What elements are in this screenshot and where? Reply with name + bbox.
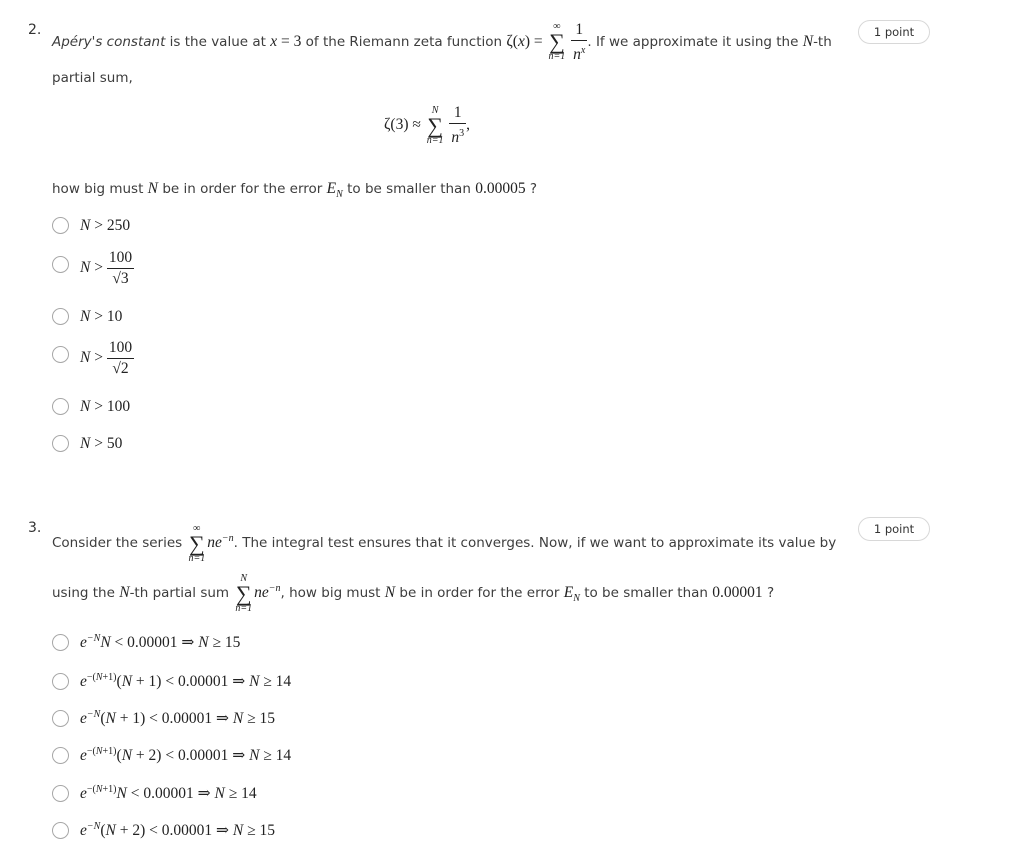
q2-option-2-radio[interactable] [52, 256, 69, 273]
q3-option-5-radio[interactable] [52, 785, 69, 802]
q2-option-1-radio[interactable] [52, 217, 69, 234]
q2-intro: Apéry's constant is the value at x = 3 of the Riemann zeta function ζ(x) = ∞ ∑ n=1 $\frac{1}{n^x}$ . If we approximate it using the N-th [52, 20, 832, 64]
q2-line2: partial sum, [52, 70, 133, 86]
question-2-number: 2. [28, 22, 42, 38]
q2-option-4-label[interactable]: N > $\frac{100}{√2}$ [80, 339, 133, 377]
q2-option-5-label[interactable]: N > 100 [80, 398, 131, 415]
q2-option-2-label[interactable]: N > $\frac{100}{√3}$ [80, 249, 133, 287]
q3-option-6-label[interactable]: $e^{-N}(N + 2) < 0.00001$ ⇒ N ≥ 15 [80, 821, 275, 840]
q2-frac-1-nx: $\frac{1}{n^x}$ [573, 20, 586, 64]
q3-option-1-radio[interactable] [52, 634, 69, 651]
q2-option-5-radio[interactable] [52, 398, 69, 415]
q2-sum-inf: ∞ ∑ n=1 [548, 21, 566, 63]
q2-math-x3: x = 3 [270, 33, 302, 50]
q3-option-4-label[interactable]: $e^{-(N+1)}(N + 2) < 0.00001$ ⇒ N ≥ 14 [80, 746, 292, 765]
q3-option-3-radio[interactable] [52, 710, 69, 727]
q3-option-6-radio[interactable] [52, 822, 69, 839]
q2-option-3-label[interactable]: N > 10 [80, 308, 123, 325]
q3-option-2-radio[interactable] [52, 673, 69, 690]
q2-option-4-radio[interactable] [52, 346, 69, 363]
q2-option-1-label[interactable]: N > 250 [80, 217, 131, 234]
q2-question: how big must N be in order for the error $E_N$ to be smaller than 0.00005 ? [52, 180, 538, 201]
q2-display-equation: ζ(3) ≈ N ∑ n=1 $\frac{1}{n^3}$ , [384, 104, 470, 147]
q3-option-4-radio[interactable] [52, 747, 69, 764]
q3-option-2-label[interactable]: $e^{-(N+1)}(N + 1) < 0.00001$ ⇒ N ≥ 14 [80, 672, 292, 691]
q2-points-badge: 1 point [858, 20, 930, 44]
q2-option-6-label[interactable]: N > 50 [80, 435, 123, 452]
q2-option-3-radio[interactable] [52, 308, 69, 325]
q2-math-zeta-def: ζ(x) = ∞ ∑ n=1 $\frac{1}{n^x}$ [506, 20, 586, 64]
q3-line2: using the N-th partial sum N ∑ n=1 $ne^{-n}$, how big must N be in order for the error $E_N$ to be smaller than 0.00001 ? [52, 572, 775, 614]
q3-option-3-label[interactable]: $e^{-N}(N + 1) < 0.00001$ ⇒ N ≥ 15 [80, 709, 275, 728]
q3-points-badge: 1 point [858, 517, 930, 541]
q3-intro: Consider the series ∞ ∑ n=1 $ne^{-n}$. The integral test ensures that it converges. Now, if we want to approximate its value by [52, 522, 837, 564]
q2-option-6-radio[interactable] [52, 435, 69, 452]
q3-option-1-label[interactable]: $e^{-N}N < 0.00001$ ⇒ N ≥ 15 [80, 633, 241, 652]
q3-option-5-label[interactable]: $e^{-(N+1)}N < 0.00001$ ⇒ N ≥ 14 [80, 784, 257, 803]
question-3-number: 3. [28, 520, 42, 536]
q2-term-apery: Apéry's constant [52, 34, 166, 50]
